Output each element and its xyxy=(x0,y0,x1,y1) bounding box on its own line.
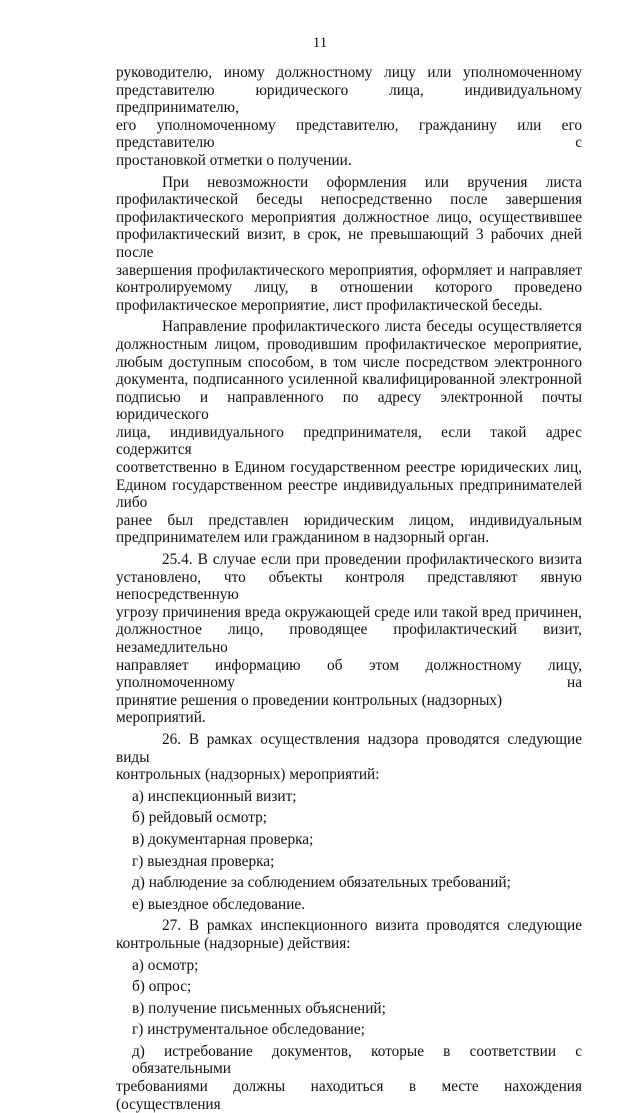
list-item: б) опрос; xyxy=(132,978,192,996)
text-line: 26. В рамках осуществления надзора проводятся следующие виды xyxy=(116,730,582,766)
page-number: 11 xyxy=(312,35,328,51)
text-line: требованиями должны находиться в месте нахождения (осуществления xyxy=(116,1078,582,1113)
text-line: контролируемому лицу, в отношении которого проведено xyxy=(116,279,582,297)
list-item: д) наблюдение за соблюдением обязательных требований; xyxy=(132,874,511,892)
list-item: б) рейдовый осмотр; xyxy=(132,809,267,827)
list-item: г) выездная проверка; xyxy=(132,852,275,870)
text-line: Едином государственном реестре индивидуальных предпринимателей либо xyxy=(116,476,582,512)
text-line: должностное лицо, проводящее профилактический визит, незамедлительно xyxy=(116,621,582,656)
text-line: 27. В рамках инспекционного визита проводятся следующие xyxy=(162,917,582,935)
text-line: представителю юридического лица, индивидуальному предпринимателю, xyxy=(116,81,582,117)
text-line: принятие решения о проведении контрольных (надзорных) мероприятий. xyxy=(116,691,503,727)
paragraph-26 xyxy=(116,731,582,784)
paragraph-sending xyxy=(116,318,582,547)
text-line: При невозможности оформления или вручения листа xyxy=(162,173,582,191)
document-body xyxy=(116,64,582,1113)
list-26 xyxy=(116,788,582,914)
text-line: его уполномоченному представителю, гражданину или его представителю с xyxy=(116,116,582,152)
text-line: документа, подписанного усиленной квалифицированной электронной xyxy=(116,371,582,389)
text-line: ранее был представлен юридическим лицом, индивидуальным xyxy=(116,511,582,529)
text-line: руководителю, иному должностному лицу или уполномоченному xyxy=(116,64,582,81)
list-item: в) получение письменных объяснений; xyxy=(132,999,386,1017)
text-line: подписью и направленного по адресу электронной почты юридического xyxy=(116,388,582,424)
text-line: направляет информацию об этом должностному лицу, уполномоченному на xyxy=(116,656,582,692)
paragraph-impossibility xyxy=(116,174,582,315)
list-item: г) инструментальное обследование; xyxy=(132,1021,365,1039)
text-line: должностным лицом, проводившим профилактическое мероприятие, xyxy=(116,335,582,353)
text-line: контрольных (надзорных) мероприятий: xyxy=(116,766,380,784)
paragraph-delivery-continuation xyxy=(116,64,582,170)
list-item: а) осмотр; xyxy=(132,956,199,974)
text-line: профилактического мероприятия должностное лицо, осуществившее xyxy=(116,208,582,226)
text-line: предпринимателем или гражданином в надзорный орган. xyxy=(116,529,490,547)
paragraph-25-4 xyxy=(116,551,582,727)
text-line: угрозу причинения вреда окружающей среде или такой вред причинен, xyxy=(116,603,582,621)
text-line: завершения профилактического мероприятия, оформляет и направляет xyxy=(116,261,582,279)
paragraph-27-d xyxy=(116,1043,582,1113)
text-line: 25.4. В случае если при проведении профилактического визита xyxy=(162,551,582,569)
text-line: простановкой отметки о получении. xyxy=(116,151,352,169)
list-27 xyxy=(116,957,582,1039)
text-line: д) истребование документов, которые в соответствии с обязательными xyxy=(132,1042,582,1078)
text-line: соответственно в Едином государственном реестре юридических лиц, xyxy=(116,459,582,477)
text-line: любым доступным способом, в том числе посредством электронного xyxy=(116,353,582,371)
text-line: профилактическое мероприятие, лист профилактической беседы. xyxy=(116,296,543,314)
text-line: контрольные (надзорные) действия: xyxy=(116,934,351,952)
list-item: е) выездное обследование. xyxy=(132,895,306,913)
text-line: профилактической беседы непосредственно после завершения xyxy=(116,191,582,209)
list-item: в) документарная проверка; xyxy=(132,830,314,848)
paragraph-27 xyxy=(116,917,582,952)
text-line: Направление профилактического листа беседы осуществляется xyxy=(162,318,582,336)
text-line: лица, индивидуального предпринимателя, если такой адрес содержится xyxy=(116,423,582,459)
list-item: а) инспекционный визит; xyxy=(132,787,297,805)
text-line: профилактический визит, в срок, не превышающий 3 рабочих дней после xyxy=(116,226,582,261)
text-line: установлено, что объекты контроля представляют явную непосредственную xyxy=(116,568,582,604)
